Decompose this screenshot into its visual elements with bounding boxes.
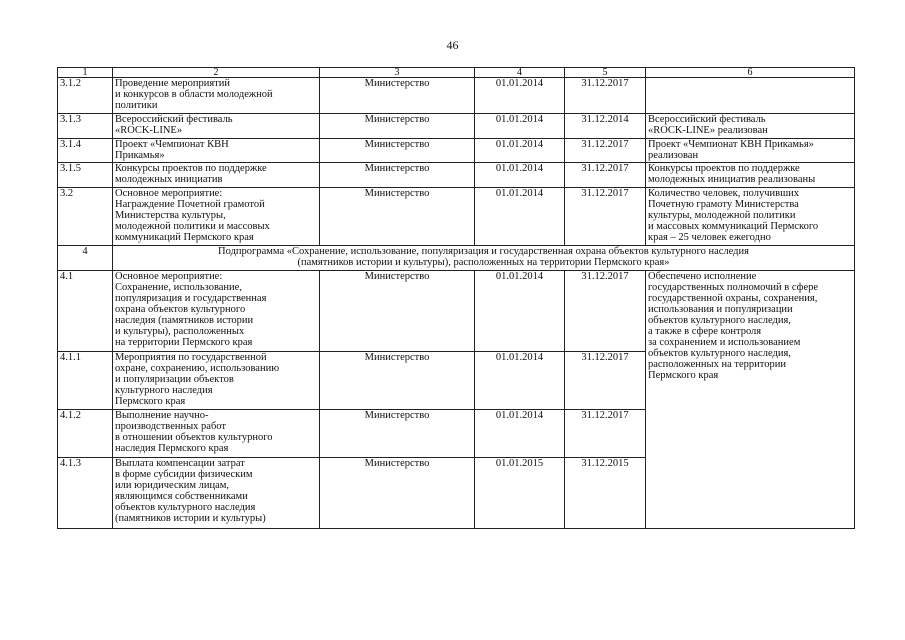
row-start-date: 01.01.2014 (475, 271, 565, 352)
program-table (57, 67, 855, 529)
row-end-date: 31.12.2017 (565, 163, 646, 188)
row-executor: Министерство (320, 163, 475, 188)
row-start-date: 01.01.2014 (475, 139, 565, 163)
row-end-date: 31.12.2017 (565, 139, 646, 163)
row-name: Основное мероприятие: Награждение Почетной грамотой Министерства культуры, молодежной политики и массовых коммуникаций Пермского края (113, 188, 320, 246)
table-row (58, 188, 855, 246)
row-number: 4.1.1 (58, 352, 113, 410)
row-name: Проект «Чемпионат КВН Прикамья» (113, 139, 320, 163)
table-body (58, 68, 855, 529)
subprogram-number: 4 (58, 246, 113, 271)
row-number: 3.1.3 (58, 114, 113, 139)
table-row (58, 139, 855, 163)
row-number: 4.1.2 (58, 410, 113, 458)
page-number: 46 (446, 38, 459, 52)
row-executor: Министерство (320, 139, 475, 163)
table-row (58, 163, 855, 188)
row-start-date: 01.01.2015 (475, 458, 565, 529)
column-header: 5 (565, 68, 646, 78)
column-header: 6 (646, 68, 855, 78)
row-end-date: 31.12.2017 (565, 78, 646, 114)
row-start-date: 01.01.2014 (475, 78, 565, 114)
row-executor: Министерство (320, 78, 475, 114)
table-row (58, 114, 855, 139)
row-start-date: 01.01.2014 (475, 352, 565, 410)
row-name: Выполнение научно- производственных работ в отношении объектов культурного наследия Пермского края (113, 410, 320, 458)
row-executor: Министерство (320, 352, 475, 410)
row-result: Всероссийский фестиваль «ROCK-LINE» реализован (646, 114, 855, 139)
row-name: Конкурсы проектов по поддержке молодежных инициатив (113, 163, 320, 188)
column-header: 1 (58, 68, 113, 78)
subprogram-row (58, 246, 855, 271)
row-executor: Министерство (320, 188, 475, 246)
row-number: 3.1.5 (58, 163, 113, 188)
subprogram-title: Подпрограмма «Сохранение, использование, популяризация и государственная охрана объектов культурного наследия (памятников истории и культуры), расположенных на территории Пермского края» (113, 246, 855, 271)
row-name: Выплата компенсации затрат в форме субсидии физическим или юридическим лицам, являющимся собственниками объектов культурного наследия (памятников истории и культуры) (113, 458, 320, 529)
row-end-date: 31.12.2017 (565, 410, 646, 458)
row-result: Проект «Чемпионат КВН Прикамья» реализован (646, 139, 855, 163)
row-result (646, 78, 855, 114)
row-number: 3.1.2 (58, 78, 113, 114)
row-start-date: 01.01.2014 (475, 114, 565, 139)
row-end-date: 31.12.2014 (565, 114, 646, 139)
header-row (58, 68, 855, 78)
column-header: 2 (113, 68, 320, 78)
row-name: Основное мероприятие: Сохранение, использование, популяризация и государственная охрана объектов культурного наследия (памятников истории и культуры), расположенных на территории Пермского края (113, 271, 320, 352)
table-row (58, 271, 855, 352)
row-executor: Министерство (320, 114, 475, 139)
column-header: 4 (475, 68, 565, 78)
row-end-date: 31.12.2017 (565, 188, 646, 246)
row-executor: Министерство (320, 271, 475, 352)
row-start-date: 01.01.2014 (475, 188, 565, 246)
row-end-date: 31.12.2015 (565, 458, 646, 529)
row-executor: Министерство (320, 410, 475, 458)
row-result: Количество человек, получивших Почетную грамоту Министерства культуры, молодежной политики и массовых коммуникаций Пермского края – 25 человек ежегодно (646, 188, 855, 246)
row-start-date: 01.01.2014 (475, 410, 565, 458)
row-name: Мероприятия по государственной охране, сохранению, использованию и популяризации объектов культурного наследия Пермского края (113, 352, 320, 410)
row-name: Всероссийский фестиваль «ROCK-LINE» (113, 114, 320, 139)
row-end-date: 31.12.2017 (565, 352, 646, 410)
row-start-date: 01.01.2014 (475, 163, 565, 188)
row-number: 3.1.4 (58, 139, 113, 163)
row-executor: Министерство (320, 458, 475, 529)
row-end-date: 31.12.2017 (565, 271, 646, 352)
row-number: 3.2 (58, 188, 113, 246)
column-header: 3 (320, 68, 475, 78)
row-number: 4.1 (58, 271, 113, 352)
row-result: Конкурсы проектов по поддержке молодежных инициатив реализованы (646, 163, 855, 188)
merged-result: Обеспечено исполнение государственных полномочий в сфере государственной охраны, сохранения, использования и популяризации объектов культурного наследия, а также в сфере контроля за сохранением и использованием объектов культурного наследия, расположенных на территории Пермского края (646, 271, 855, 529)
row-number: 4.1.3 (58, 458, 113, 529)
row-name: Проведение мероприятий и конкурсов в области молодежной политики (113, 78, 320, 114)
table-row (58, 78, 855, 114)
